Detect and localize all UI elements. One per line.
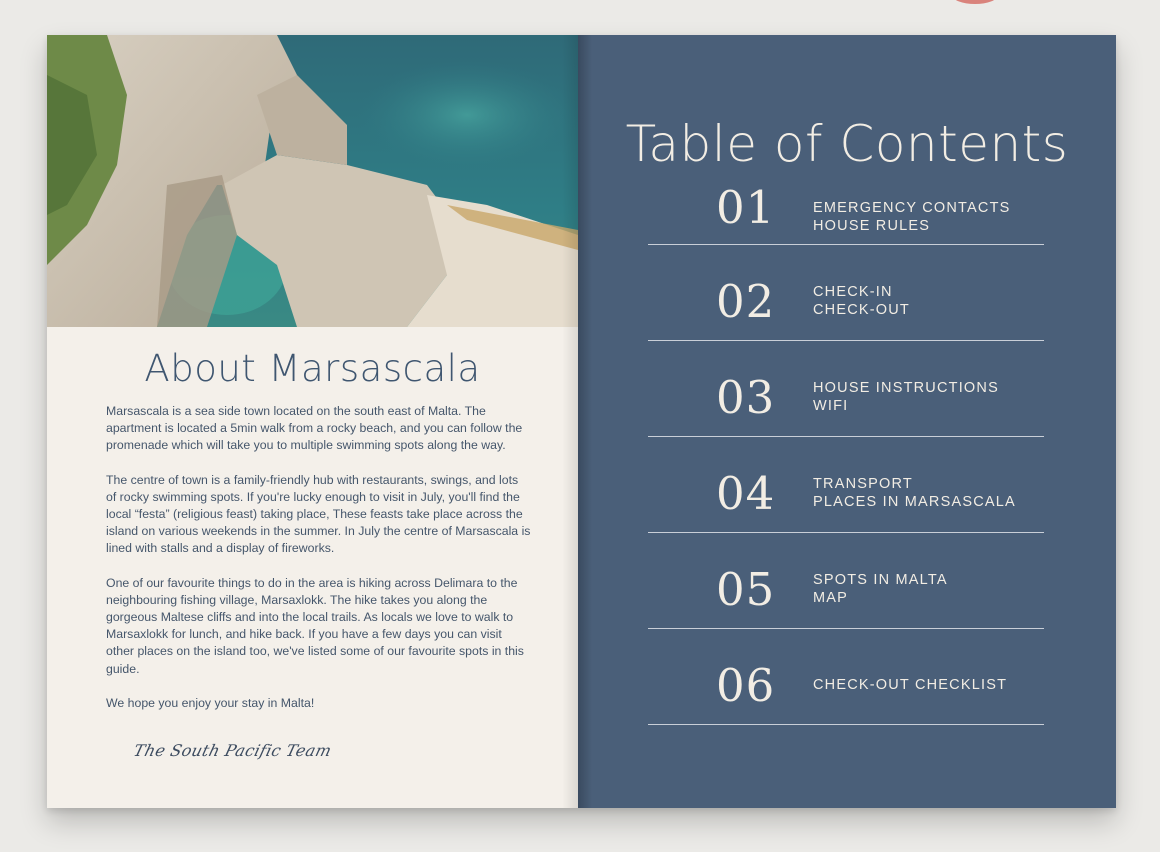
about-body bbox=[106, 403, 531, 729]
toc-number: 04 bbox=[716, 467, 776, 520]
toc-number: 01 bbox=[716, 181, 776, 234]
toc-label bbox=[813, 379, 999, 415]
about-closing: We hope you enjoy your stay in Malta! bbox=[106, 695, 315, 710]
toc-line: CHECK-IN bbox=[813, 284, 893, 300]
right-page bbox=[578, 35, 1116, 808]
toc-label bbox=[813, 676, 1007, 694]
toc-line: WIFI bbox=[813, 398, 849, 414]
toc-line: HOUSE INSTRUCTIONS bbox=[813, 380, 999, 396]
coastline-photo bbox=[47, 35, 578, 327]
toc-line: CHECK-OUT CHECKLIST bbox=[813, 677, 1008, 693]
booklet-spread bbox=[47, 35, 1116, 808]
toc-item bbox=[648, 437, 1044, 533]
toc-line: TRANSPORT bbox=[813, 476, 913, 492]
toc-item bbox=[648, 245, 1044, 341]
toc-line: SPOTS IN MALTA bbox=[813, 572, 948, 588]
about-paragraph: One of our favourite things to do in the area is hiking across Delimara to the neighbouring fishing village, Marsaxlokk. The hike takes you along the gorgeous Maltese cliffs and into the local trails. As locals we love to walk to Marsaxlokk for lunch, and hike back. If you have a few days you can visit other places on the island too, we've listed some of our favourite spots in this guide. bbox=[106, 575, 524, 676]
toc-item bbox=[648, 629, 1044, 725]
toc-number: 02 bbox=[716, 275, 776, 328]
toc-line: HOUSE RULES bbox=[813, 218, 931, 234]
toc-line: PLACES IN MARSASCALA bbox=[813, 494, 1016, 510]
toc-label bbox=[813, 475, 1016, 511]
toc-number: 03 bbox=[716, 371, 776, 424]
toc-number: 05 bbox=[716, 563, 776, 616]
decorative-flower-corner bbox=[952, 0, 998, 4]
left-page bbox=[47, 35, 578, 808]
about-title: About Marsascala bbox=[144, 347, 481, 390]
about-paragraph: The centre of town is a family-friendly hub with restaurants, swings, and lots of rocky swimming spots. If you're lucky enough to visit in July, you'll find the local “festa” (religious feast) taking place, These feasts take place across the island on various weekends in the summer. In July the centre of Marsascala is lined with stalls and a display of fireworks. bbox=[106, 472, 531, 556]
toc-list bbox=[648, 181, 1044, 725]
toc-label bbox=[813, 199, 1011, 235]
toc-item bbox=[648, 341, 1044, 437]
toc-item bbox=[648, 533, 1044, 629]
signature: The South Pacific Team bbox=[131, 741, 334, 760]
toc-line: EMERGENCY CONTACTS bbox=[813, 200, 1011, 216]
spine-shadow bbox=[562, 35, 578, 808]
toc-item bbox=[648, 181, 1044, 245]
toc-label bbox=[813, 571, 948, 607]
toc-title: Table of Contents bbox=[625, 115, 1069, 173]
about-paragraph: Marsascala is a sea side town located on the south east of Malta. The apartment is located a 5min walk from a rocky beach, and you can follow the promenade which will take you to multiple swimming spots along the way. bbox=[106, 404, 523, 453]
toc-label bbox=[813, 283, 910, 319]
toc-line: MAP bbox=[813, 590, 849, 606]
toc-number: 06 bbox=[716, 659, 776, 712]
toc-line: CHECK-OUT bbox=[813, 302, 910, 318]
